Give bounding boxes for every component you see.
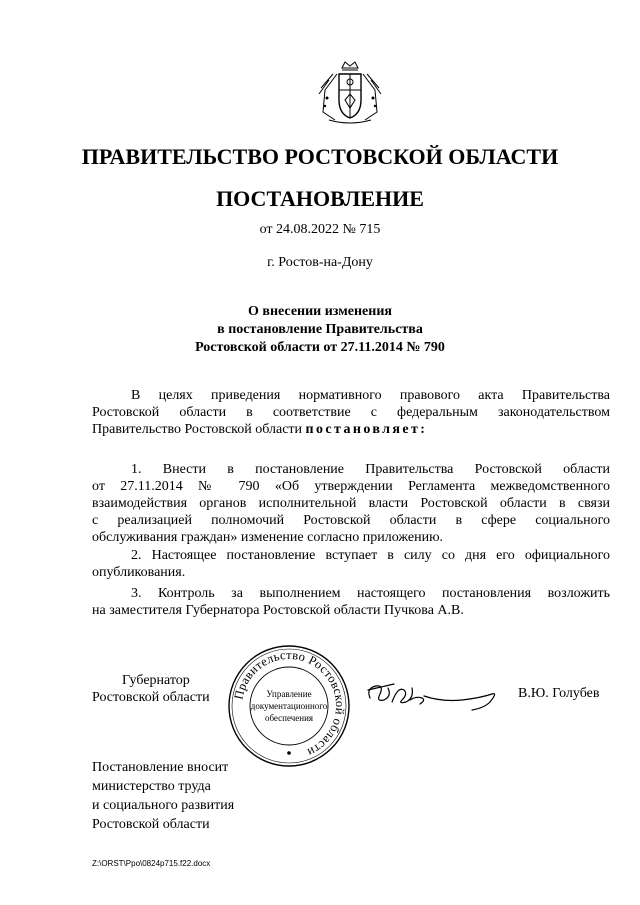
preamble-resolution-word: постановляет:	[305, 422, 428, 437]
item-3	[92, 585, 610, 619]
document-type: ПОСТАНОВЛЕНИЕ	[216, 186, 424, 211]
submitter-line: Постановление вносит	[92, 760, 229, 775]
subject-line: Ростовской области от 27.11.2014 № 790	[195, 340, 445, 355]
official-stamp	[225, 642, 353, 770]
position-line: Ростовской области	[92, 690, 210, 705]
document-date-number: от 24.08.2022 № 715	[259, 222, 381, 237]
item-2	[92, 547, 610, 581]
item-line: 1. Внести в постановление Правительства Ростовской области	[131, 462, 610, 477]
stamp-inner-line: обеспечения	[264, 713, 314, 723]
coat-of-arms-icon	[315, 60, 385, 126]
preamble-line: В целях приведения нормативного правового акта Правительства	[131, 388, 610, 403]
preamble-line: Ростовской области в соответствие с федеральным законодательством	[92, 405, 610, 420]
signatory-name: В.Ю. Голубев	[518, 686, 600, 701]
item-line: с реализацией полномочий Ростовской области в сфере социального	[92, 513, 610, 528]
item-line: на заместителя Губернатора Ростовской области Пучкова А.В.	[92, 603, 464, 618]
signatory-position	[92, 672, 210, 706]
preamble	[92, 387, 610, 438]
file-path: Z:\ORST\Ppo\0824p715.f22.docx	[92, 859, 211, 868]
submitter-line: и социального развития	[92, 798, 235, 813]
item-line: взаимодействия органов исполнительной власти Ростовской области в связи	[92, 496, 610, 511]
handwritten-signature	[362, 676, 502, 716]
stamp-ring-text: Правительство Ростовской области	[231, 647, 348, 760]
document-city: г. Ростов-на-Дону	[267, 255, 373, 270]
item-line: 2. Настоящее постановление вступает в силу со дня его официального	[131, 548, 610, 563]
government-name: ПРАВИТЕЛЬСТВО РОСТОВСКОЙ ОБЛАСТИ	[81, 144, 559, 169]
stamp-inner-line: документационного	[250, 701, 328, 711]
submitter-line: Ростовской области	[92, 817, 210, 832]
item-line: 3. Контроль за выполнением настоящего постановления возложить	[131, 586, 610, 601]
item-line: от 27.11.2014 № 790 «Об утверждении Регламента межведомственного	[92, 479, 610, 494]
submitter-note	[92, 758, 234, 834]
preamble-text: Правительство Ростовской области	[92, 422, 303, 437]
stamp-inner-line: Управление	[266, 689, 312, 699]
position-line: Губернатор	[122, 673, 190, 688]
submitter-line: министерство труда	[92, 779, 211, 794]
document-subject	[0, 303, 640, 357]
subject-line: О внесении изменения	[248, 304, 392, 319]
item-line: опубликования.	[92, 565, 186, 580]
subject-line: в постановление Правительства	[217, 322, 423, 337]
preamble-line	[92, 421, 610, 438]
item-1	[92, 461, 610, 546]
item-line: обслуживания граждан» изменение согласно приложению.	[92, 530, 444, 545]
